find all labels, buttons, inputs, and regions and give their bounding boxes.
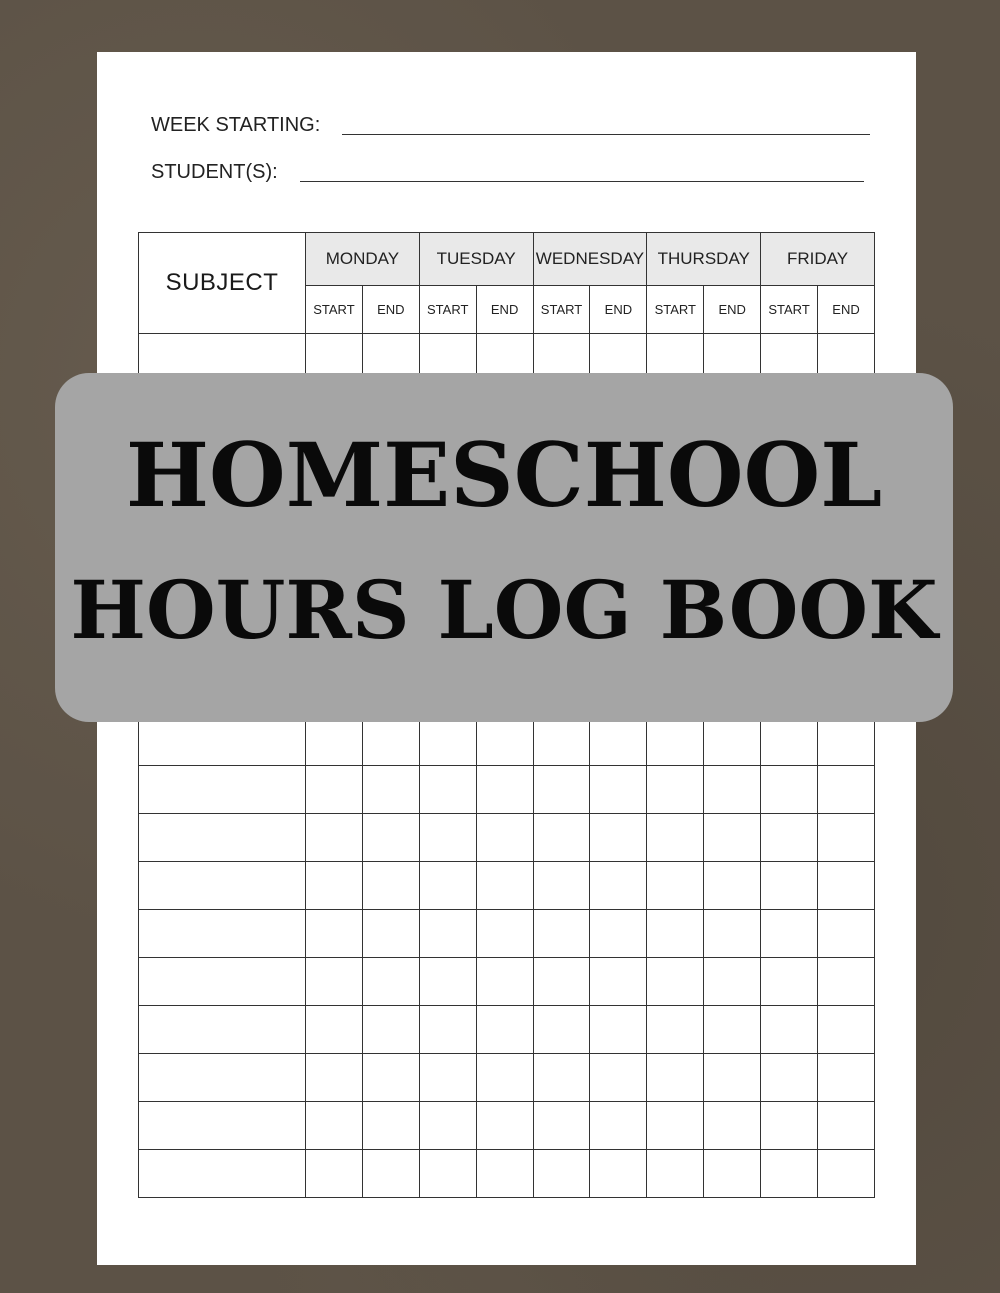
time-cell [306,862,363,910]
time-cell [704,1150,761,1198]
table-row [139,1006,875,1054]
week-starting-label: WEEK STARTING: [151,114,321,136]
time-cell [818,814,875,862]
subject-cell [139,814,306,862]
time-cell [647,862,704,910]
time-cell [647,1102,704,1150]
start-header: START [419,286,476,334]
table-row [139,910,875,958]
time-cell [590,1054,647,1102]
time-cell [533,958,590,1006]
students-label: STUDENT(S): [151,161,278,183]
time-cell [761,910,818,958]
time-cell [647,958,704,1006]
time-cell [647,1006,704,1054]
time-cell [306,1150,363,1198]
day-header-monday: MONDAY [306,233,420,286]
day-header-tuesday: TUESDAY [419,233,533,286]
subject-cell [139,1054,306,1102]
time-cell [647,1054,704,1102]
time-cell [761,1102,818,1150]
time-cell [590,1102,647,1150]
time-cell [647,766,704,814]
time-cell [419,862,476,910]
table-row [139,1102,875,1150]
title-line-1: HOMESCHOOL [125,423,883,527]
time-cell [419,1006,476,1054]
time-cell [476,814,533,862]
time-cell [533,718,590,766]
time-cell [362,814,419,862]
time-cell [761,1006,818,1054]
subject-cell [139,1006,306,1054]
time-cell [419,1150,476,1198]
table-row [139,766,875,814]
subject-cell [139,862,306,910]
time-cell [306,766,363,814]
time-cell [362,958,419,1006]
time-cell [476,1006,533,1054]
time-cell [647,1150,704,1198]
time-cell [818,958,875,1006]
time-cell [704,766,761,814]
title-banner [55,373,953,722]
end-header: END [590,286,647,334]
time-cell [818,862,875,910]
time-cell [590,766,647,814]
time-cell [306,1006,363,1054]
time-cell [818,1054,875,1102]
start-header: START [533,286,590,334]
time-cell [761,1054,818,1102]
time-cell [761,766,818,814]
table-row [139,718,875,766]
day-header-row [139,233,875,286]
time-cell [533,1150,590,1198]
subject-cell [139,718,306,766]
table-row [139,1150,875,1198]
time-cell [362,1006,419,1054]
time-cell [533,862,590,910]
start-header: START [306,286,363,334]
table-row [139,958,875,1006]
time-cell [306,1102,363,1150]
time-cell [362,766,419,814]
time-cell [306,910,363,958]
subject-cell [139,910,306,958]
time-cell [647,910,704,958]
table-row [139,862,875,910]
time-cell [818,1150,875,1198]
time-cell [704,1102,761,1150]
time-cell [818,718,875,766]
time-cell [590,862,647,910]
day-header-thursday: THURSDAY [647,233,761,286]
time-cell [306,718,363,766]
day-header-wednesday: WEDNESDAY [533,233,647,286]
time-cell [818,1006,875,1054]
time-cell [476,766,533,814]
time-cell [476,958,533,1006]
time-cell [590,1006,647,1054]
title-line-2: HOURS LOG BOOK [70,563,938,657]
time-cell [818,910,875,958]
time-cell [476,1150,533,1198]
time-cell [419,814,476,862]
time-cell [647,718,704,766]
time-cell [362,718,419,766]
time-cell [704,718,761,766]
time-cell [306,958,363,1006]
time-cell [476,1054,533,1102]
end-header: END [476,286,533,334]
time-cell [362,1054,419,1102]
time-cell [533,814,590,862]
time-cell [306,1054,363,1102]
end-header: END [362,286,419,334]
time-cell [761,718,818,766]
time-cell [590,718,647,766]
time-cell [362,1102,419,1150]
time-cell [362,862,419,910]
time-cell [533,910,590,958]
time-cell [362,910,419,958]
time-cell [533,1006,590,1054]
time-cell [362,1150,419,1198]
time-cell [533,766,590,814]
day-header-friday: FRIDAY [761,233,875,286]
time-cell [476,910,533,958]
time-cell [647,814,704,862]
time-cell [590,1150,647,1198]
time-cell [419,1054,476,1102]
time-cell [306,814,363,862]
time-cell [590,958,647,1006]
time-cell [818,1102,875,1150]
time-cell [533,1054,590,1102]
time-cell [704,1006,761,1054]
time-cell [761,814,818,862]
time-cell [476,1102,533,1150]
subject-header: SUBJECT [139,233,306,334]
table-row [139,1054,875,1102]
time-cell [419,910,476,958]
end-header: END [704,286,761,334]
start-header: START [647,286,704,334]
time-cell [419,958,476,1006]
time-cell [419,1102,476,1150]
subject-cell [139,1102,306,1150]
time-cell [761,1150,818,1198]
time-cell [533,1102,590,1150]
time-cell [761,958,818,1006]
time-cell [704,814,761,862]
time-cell [476,718,533,766]
week-starting-line [342,134,870,135]
table-row [139,814,875,862]
students-line [300,181,864,182]
subject-cell [139,1150,306,1198]
week-starting-field [151,114,870,137]
time-cell [761,862,818,910]
time-cell [590,814,647,862]
subject-cell [139,766,306,814]
students-field [151,161,864,184]
time-cell [419,718,476,766]
start-header: START [761,286,818,334]
time-cell [704,910,761,958]
time-cell [704,1054,761,1102]
time-cell [704,862,761,910]
subject-cell [139,958,306,1006]
time-cell [704,958,761,1006]
time-cell [419,766,476,814]
time-cell [476,862,533,910]
time-cell [818,766,875,814]
time-cell [590,910,647,958]
end-header: END [818,286,875,334]
